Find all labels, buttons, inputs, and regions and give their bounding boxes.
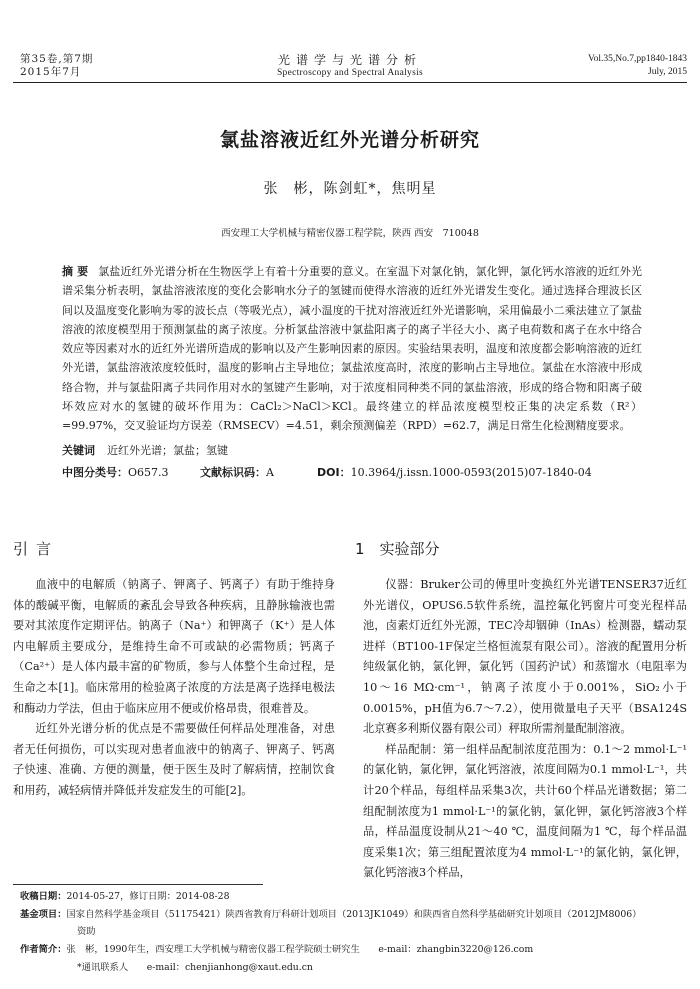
paper-title: 氯盐溶液近红外光谱分析研究 [219,129,480,151]
author-bio: 张 彬，1990年生，西安理工大学机械与精密仪器工程学院硕士研究生 e-mail：zhangbin3220@126.com [66,944,534,955]
received-label: 收稿日期： [20,891,67,902]
section-heading-intro: 引言 [13,540,60,558]
doi-value: 10.3964/j.issn.1000-0593(2015)07-1840-04 [350,466,592,479]
doc-code-value: A [266,466,274,479]
affiliation: 西安理工大学机械与精密仪器工程学院，陕西 西安 710048 [221,228,479,239]
fund-label: 基金项目： [20,909,67,920]
author-bio-label: 作者简介： [20,944,67,955]
fund-continuation: 资助 [77,926,96,937]
footnote-fund [20,906,690,924]
section-heading-experiment: 1 实验部分 [355,540,440,558]
clc-value: O657.3 [128,466,169,479]
corresponding-author: *通讯联系人 e-mail：chenjianhong@xaut.edu.cn [77,962,313,973]
experiment-paragraph-1: 仪器：Bruker公司的傅里叶变换红外光谱TENSER37近红外光谱仪，OPUS6.5软件系统，温控氟化钙窗片可变光程样品池，卤素灯近红外光源，TEC冷却铟砷（InAs）检测器，蠕动泵进样（BT100-1F保定兰格恒流泵有限公司）。溶液的配置用分析纯级氯化钠，氯化钾，氯化钙（国药沪试）和蒸馏水（电阻率为10～16 MΩ·cm⁻¹，钠离子浓度小于0.001%，SiO₂小于0.0015%，pH值为6.7～7.2），使用微量电子天平（BSA124S北京赛多利斯仪器有限公司）秤取所需剂量配制溶液。 [363,578,687,736]
header-rule [13,82,687,83]
intro-paragraph-2: 近红外光谱分析的优点是不需要做任何样品处理准备，对患者无任何损伤，可以实现对患者血液中的钠离子、钾离子、钙离子快速、准确、方便的测量，便于医生及时了解病情，控制饮食和用药，减轻病情并降低并发症发生的可能[2]。 [13,722,335,797]
volume-issue: 第35卷,第7期 [20,53,94,65]
clc-label: 中图分类号： [62,466,128,479]
journal-name-cn: 光谱学与光谱分析 [277,53,422,67]
abstract-label: 摘要 [62,265,93,278]
footnote-rule [13,884,263,885]
abstract [62,262,642,436]
doi-label: DOI： [317,466,351,479]
received-dates: 2014-05-27，修订日期：2014-08-28 [66,891,230,902]
doc-code-label: 文献标识码： [200,466,266,479]
classification-line [62,464,662,482]
fund-text: 国家自然科学基金项目（51175421）陕西省教育厅科研计划项目（2013JK1049）和陕西省自然科学基础研究计划项目（2012JM8006） [66,909,642,920]
footnote-received [20,888,690,906]
abstract-text: 氯盐近红外光谱分析在生物医学上有着十分重要的意义。在室温下对氯化钠，氯化钾，氯化钙水溶液的近红外光谱采集分析表明，氯盐溶液浓度的变化会影响水分子的氢键而使得水溶液的近红外光谱发生变化。通过选择合理波长区间以及温度变化影响为零的波长点（等吸光点），减小温度的干扰对溶液近红外光谱影响，采用偏最小二乘法建立了氯盐溶液的浓度模型用于预测氯盐的离子浓度。分析氯盐溶液中氯盐阳离子的离子半径大小、离子电荷数和离子在水中络合效应等因素对水的近红外光谱所造成的影响以及产生影响因素的原因。实验结果表明，温度和浓度都会影响溶液的近红外光谱，氯盐溶液浓度较低时，温度的影响占主导地位；氯盐浓度高时，浓度的影响占主导地位。氯盐在水溶液中形成络合物，并与氯盐阳离子共同作用对水的氢键产生影响，对于浓度相同种类不同的氯盐溶液，形成的络合物和阳离子破坏效应对水的氢键的破坏作用为：CaCl₂＞NaCl＞KCl。最终建立的样品浓度模型校正集的决定系数（R²）=99.97%，交叉验证均方误差（RMSECV）=4.51，剩余预测偏差（RPD）=62.7，满足日常生化检测精度要求。 [62,265,642,433]
publication-date: 2015年7月 [20,66,82,78]
keywords-label: 关键词 [62,444,95,457]
left-column [13,575,335,802]
author-list: 张 彬，陈剑虹*，焦明星 [263,181,437,197]
journal-volume-info-en [588,53,687,79]
publication-date-en: July, 2015 [648,67,687,77]
journal-name-en: Spectroscopy and Spectral Analysis [276,68,424,78]
volume-pages: Vol.35,No.7,pp1840-1843 [587,54,687,64]
intro-paragraph-1: 血液中的电解质（钠离子、钾离子、钙离子）有助于维持身体的酸碱平衡，电解质的紊乱会导致各种疾病，且静脉输液也需要对其浓度作定期评估。钠离子（Na⁺）和钾离子（K⁺）是人体内电解质主要成分，是维持生命不可或缺的必需物质；钙离子（Ca²⁺）是人体内最丰富的矿物质，参与人体整个生命过程，是生命之本[1]。临床常用的检验离子浓度的方法是离子选择电极法和酶动力学法，但由于临床应用不便或价格昂贵，很难普及。 [13,578,335,715]
keywords [62,442,228,460]
keywords-text: 近红外光谱；氯盐；氢键 [107,444,228,457]
right-column [363,575,687,884]
experiment-paragraph-2: 样品配制：第一组样品配制浓度范围为：0.1～2 mmol·L⁻¹的氯化钠，氯化钾，氯化钙溶液，浓度间隔为0.1 mmol·L⁻¹，共计20个样品，每组样品采集3次，共计60个样品光谱数据；第二组配制浓度为1 mmol·L⁻¹的氯化钠，氯化钾，氯化钙溶液3个样品，样品温度设制从21～40 ℃，温度间隔为1 ℃，每个样品温度采集1次；第三组配置浓度为4 mmol·L⁻¹的氯化钠，氯化钾，氯化钙溶液3个样品， [363,742,687,880]
footnote-author [20,941,690,959]
